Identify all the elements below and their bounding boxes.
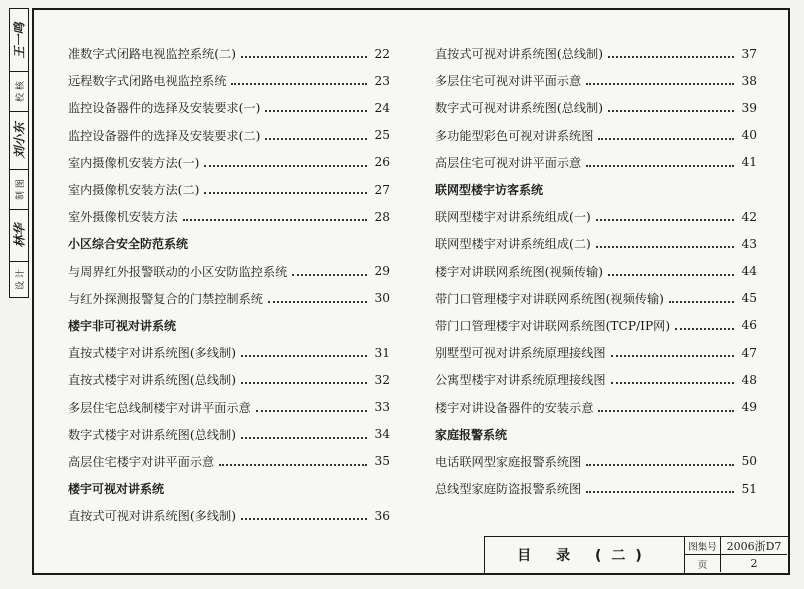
dot-leader [265, 109, 367, 112]
title-block [484, 536, 788, 573]
entry-title: 数字式可视对讲系统图(总线制) [435, 101, 603, 116]
toc-entry[interactable] [435, 149, 757, 176]
dot-leader [204, 191, 367, 194]
section-heading-text: 楼宇可视对讲系统 [68, 482, 165, 497]
toc-entry[interactable] [68, 67, 390, 94]
entry-page-number: 37 [741, 46, 757, 61]
entry-title: 多层住宅可视对讲平面示意 [435, 74, 582, 89]
dot-leader [598, 137, 734, 140]
toc-left-column [68, 40, 390, 529]
entry-page-number: 23 [374, 73, 390, 88]
entry-title: 直按式可视对讲系统图(总线制) [435, 47, 603, 62]
drawing-label: 制 图 [15, 178, 26, 200]
entry-title: 多功能型彩色可视对讲系统图 [435, 128, 594, 143]
entry-page-number: 43 [741, 236, 757, 251]
entry-page-number: 45 [741, 291, 757, 306]
review-signature: 刘小东 [12, 121, 27, 159]
toc-entry[interactable] [68, 176, 390, 203]
dot-leader [265, 137, 367, 140]
toc-section-heading [435, 421, 757, 448]
toc-entry[interactable] [435, 393, 757, 420]
entry-title: 楼宇对讲联网系统图(视频传输) [435, 264, 603, 279]
sheet-title: 目 录 (二) [485, 537, 685, 573]
entry-title: 联网型楼宇对讲系统组成(二) [435, 237, 591, 252]
entry-title: 数字式楼宇对讲系统图(总线制) [68, 427, 236, 442]
dot-leader [675, 327, 734, 330]
drawing-signature-cell [10, 209, 28, 262]
toc-entry[interactable] [435, 448, 757, 475]
top-signature-cell [10, 9, 28, 72]
dot-leader [596, 245, 734, 248]
dot-leader [268, 300, 367, 303]
dot-leader [256, 409, 367, 412]
toc-section-heading [68, 475, 390, 502]
dot-leader [219, 463, 367, 466]
toc-entry[interactable] [435, 339, 757, 366]
dot-leader [598, 409, 734, 412]
toc-entry[interactable] [435, 285, 757, 312]
entry-page-number: 25 [374, 128, 390, 143]
entry-page-number: 27 [374, 182, 390, 197]
drawing-signature: 林华 [12, 222, 27, 248]
entry-title: 总线型家庭防盗报警系统图 [435, 482, 582, 497]
dot-leader [204, 164, 367, 167]
design-label-cell [10, 261, 28, 297]
dot-leader [241, 55, 367, 58]
entry-title: 别墅型可视对讲系统原理接线图 [435, 346, 606, 361]
toc-entry[interactable] [68, 339, 390, 366]
entry-title: 高层住宅楼宇对讲平面示意 [68, 454, 215, 469]
entry-page-number: 31 [374, 345, 390, 360]
entry-title: 监控设备器件的选择及安装要求(二) [68, 128, 261, 143]
dot-leader [241, 381, 367, 384]
dot-leader [608, 273, 734, 276]
dot-leader [611, 354, 734, 357]
entry-title: 公寓型楼宇对讲系统原理接线图 [435, 373, 606, 388]
entry-title: 与红外探测报警复合的门禁控制系统 [68, 291, 263, 306]
entry-title: 远程数字式闭路电视监控系统 [68, 74, 227, 89]
entry-title: 电话联网型家庭报警系统图 [435, 454, 582, 469]
toc-entry[interactable] [435, 67, 757, 94]
entry-page-number: 41 [741, 155, 757, 170]
dot-leader [608, 109, 734, 112]
atlas-no-label: 图集号 [685, 537, 721, 555]
dot-leader [183, 218, 367, 221]
entry-page-number: 35 [374, 454, 390, 469]
toc-entry[interactable] [435, 366, 757, 393]
toc-entry[interactable] [68, 122, 390, 149]
toc-entry[interactable] [68, 393, 390, 420]
dot-leader [596, 218, 734, 221]
entry-title: 直按式楼宇对讲系统图(总线制) [68, 373, 236, 388]
entry-page-number: 38 [741, 73, 757, 88]
toc-entry[interactable] [435, 203, 757, 230]
toc-entry[interactable] [435, 230, 757, 257]
entry-page-number: 40 [741, 128, 757, 143]
toc-entry[interactable] [68, 258, 390, 285]
dot-leader [586, 463, 734, 466]
drawing-label-cell [10, 169, 28, 210]
toc-entry[interactable] [435, 122, 757, 149]
entry-page-number: 50 [741, 454, 757, 469]
entry-page-number: 39 [741, 100, 757, 115]
toc-right-column [435, 40, 757, 502]
entry-page-number: 51 [741, 481, 757, 496]
toc-entry[interactable] [68, 149, 390, 176]
toc-section-heading [435, 176, 757, 203]
entry-title: 直按式可视对讲系统图(多线制) [68, 509, 236, 524]
entry-title: 室外摄像机安装方法 [68, 210, 178, 225]
entry-page-number: 28 [374, 209, 390, 224]
toc-entry[interactable] [68, 285, 390, 312]
toc-entry[interactable] [435, 475, 757, 502]
page-label: 页 [685, 555, 721, 572]
entry-title: 高层住宅可视对讲平面示意 [435, 155, 582, 170]
dot-leader [608, 55, 734, 58]
design-label: 设 计 [15, 268, 26, 290]
entry-title: 联网型楼宇对讲系统组成(一) [435, 210, 591, 225]
toc-entry[interactable] [68, 448, 390, 475]
toc-entry[interactable] [435, 40, 757, 67]
toc-entry[interactable] [435, 94, 757, 121]
atlas-no: 2006浙D7 [721, 537, 787, 555]
section-heading-text: 家庭报警系统 [435, 427, 508, 442]
page-number: 2 [750, 557, 758, 570]
dot-leader [586, 82, 734, 85]
entry-page-number: 24 [374, 100, 390, 115]
entry-title: 室内摄像机安装方法(一) [68, 155, 200, 170]
review-label-cell [10, 71, 28, 112]
entry-title: 带门口管理楼宇对讲联网系统图(视频传输) [435, 291, 664, 306]
toc-section-heading [68, 230, 390, 257]
entry-page-number: 49 [741, 400, 757, 415]
entry-title: 多层住宅总线制楼宇对讲平面示意 [68, 400, 251, 415]
signature-column [9, 8, 29, 298]
entry-title: 监控设备器件的选择及安装要求(一) [68, 101, 261, 116]
entry-page-number: 30 [374, 291, 390, 306]
entry-page-number: 34 [374, 427, 390, 442]
entry-page-number: 26 [374, 155, 390, 170]
top-signature: 王一鸣 [12, 21, 27, 59]
entry-page-number: 33 [374, 400, 390, 415]
dot-leader [241, 517, 367, 520]
toc-entry[interactable] [435, 312, 757, 339]
review-label: 校 核 [15, 80, 26, 102]
entry-title: 楼宇对讲设备器件的安装示意 [435, 400, 594, 415]
entry-title: 直按式楼宇对讲系统图(多线制) [68, 346, 236, 361]
toc-section-heading [68, 312, 390, 339]
toc-entry[interactable] [68, 421, 390, 448]
toc-entry[interactable] [68, 40, 390, 67]
entry-page-number: 36 [374, 508, 390, 523]
dot-leader [586, 164, 734, 167]
entry-page-number: 22 [374, 46, 390, 61]
toc-entry[interactable] [68, 502, 390, 529]
entry-page-number: 42 [741, 209, 757, 224]
dot-leader [231, 82, 367, 85]
dot-leader [241, 354, 367, 357]
entry-page-number: 46 [741, 318, 757, 333]
entry-page-number: 47 [741, 345, 757, 360]
section-heading-text: 小区综合安全防范系统 [68, 237, 189, 252]
toc-entry[interactable] [435, 258, 757, 285]
entry-title: 准数字式闭路电视监控系统(二) [68, 47, 236, 62]
toc-entry[interactable] [68, 94, 390, 121]
review-signature-cell [10, 111, 28, 170]
entry-page-number: 32 [374, 372, 390, 387]
toc-entry[interactable] [68, 203, 390, 230]
dot-leader [586, 490, 734, 493]
section-heading-text: 联网型楼宇访客系统 [435, 183, 544, 198]
entry-page-number: 29 [374, 264, 390, 279]
dot-leader [669, 300, 734, 303]
entry-title: 室内摄像机安装方法(二) [68, 183, 200, 198]
entry-title: 与周界红外报警联动的小区安防监控系统 [68, 264, 288, 279]
toc-entry[interactable] [68, 366, 390, 393]
dot-leader [611, 381, 734, 384]
dot-leader [241, 436, 367, 439]
entry-page-number: 44 [741, 264, 757, 279]
entry-page-number: 48 [741, 372, 757, 387]
dot-leader [292, 273, 367, 276]
section-heading-text: 楼宇非可视对讲系统 [68, 318, 177, 333]
entry-title: 带门口管理楼宇对讲联网系统图(TCP/IP网) [435, 318, 671, 333]
